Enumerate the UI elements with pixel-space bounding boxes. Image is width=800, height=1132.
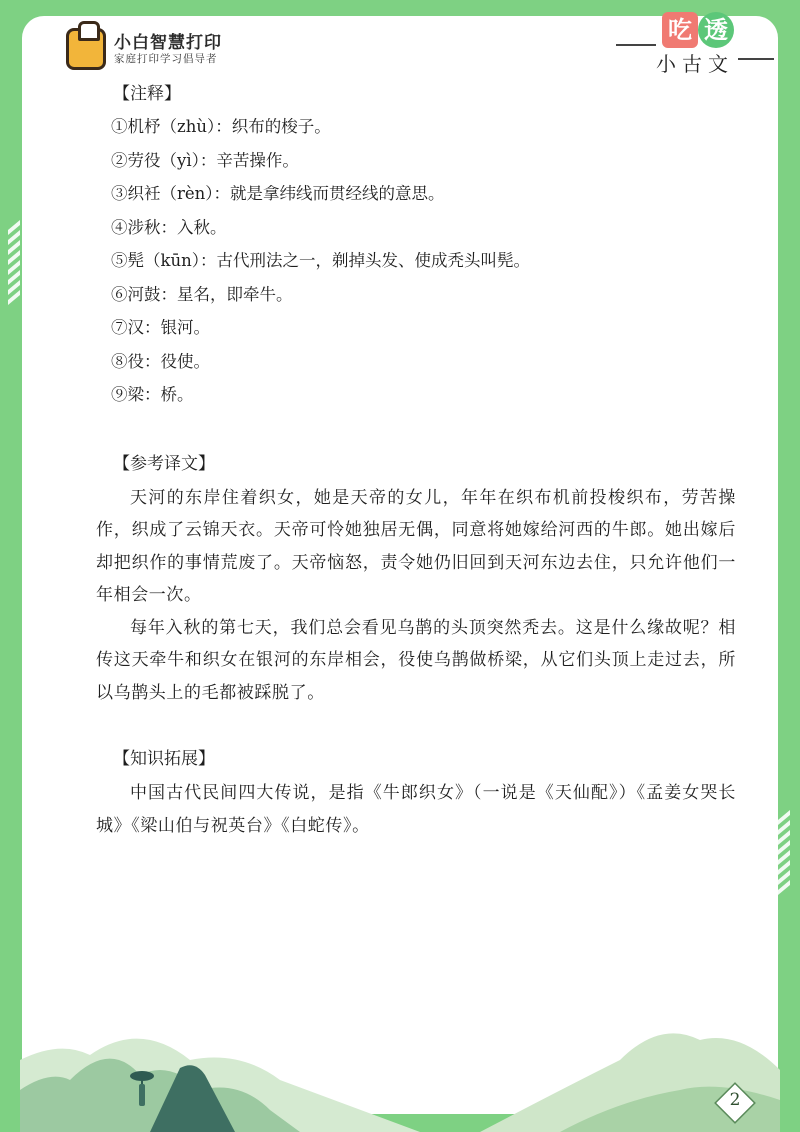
badge-decoration-line xyxy=(738,58,774,60)
badge-char-2: 透 xyxy=(698,12,734,48)
main-content xyxy=(96,78,753,842)
translation-paragraph: 天河的东岸住着织女，她是天帝的女儿，年年在织布机前投梭织布，劳苦操作，织成了云锦天衣。天帝可怜她独居无偶，同意将她嫁给河西的牛郎。她出嫁后却把织作的事情荒废了。天帝恼怒，责令她仍旧回到天河东边去住，只允许他们一年相会一次。 xyxy=(96,487,736,605)
note-item: ③织衽（rèn）：就是拿纬线而贯经线的意思。 xyxy=(111,184,445,203)
badge-subtitle: 小古文 xyxy=(656,52,734,76)
note-item: ⑨梁：桥。 xyxy=(111,385,194,404)
page-number: 2 xyxy=(729,1090,741,1110)
note-item: ④涉秋：入秋。 xyxy=(111,217,227,237)
note-item: ⑤髡（kūn）：古代刑法之一，剃掉头发、使成秃头叫髡。 xyxy=(111,251,531,270)
logo-title: 小白智慧打印 xyxy=(114,32,222,53)
badge-char-1: 吃 xyxy=(662,12,698,48)
brand-logo xyxy=(66,28,222,70)
badge-decoration-line xyxy=(616,44,656,46)
notes-heading: 【注释】 xyxy=(113,84,181,104)
logo-subtitle: 家庭打印学习倡导者 xyxy=(114,52,218,65)
mountain-landscape-decoration xyxy=(0,980,800,1132)
printer-mascot-icon xyxy=(66,28,106,70)
note-item: ⑥河鼓：星名，即牵牛。 xyxy=(111,284,293,304)
left-stripes-decoration xyxy=(8,225,22,305)
right-stripes-decoration xyxy=(778,815,792,895)
translation-paragraph: 每年入秋的第七天，我们总会看见乌鹊的头顶突然秃去。这是什么缘故呢？相传这天牵牛和织女在银河的东岸相会，役使乌鹊做桥梁，从它们头顶上走过去，所以乌鹊头上的毛都被踩脱了。 xyxy=(96,617,736,703)
note-item: ①机杼（zhù）：织布的梭子。 xyxy=(111,117,331,136)
extension-body xyxy=(96,777,736,842)
series-badge xyxy=(608,8,778,78)
note-item: ⑦汉：银河。 xyxy=(111,318,210,337)
note-item: ⑧役：役使。 xyxy=(111,351,210,371)
translation-body xyxy=(96,482,736,710)
extension-paragraph: 中国古代民间四大传说，是指《牛郎织女》（一说是《天仙配》）《孟姜女哭长城》《梁山伯与祝英台》《白蛇传》。 xyxy=(96,783,736,836)
translation-heading: 【参考译文】 xyxy=(113,453,215,474)
notes-list xyxy=(111,110,753,412)
extension-heading: 【知识拓展】 xyxy=(113,749,215,769)
note-item: ②劳役（yì）：辛苦操作。 xyxy=(111,150,299,170)
